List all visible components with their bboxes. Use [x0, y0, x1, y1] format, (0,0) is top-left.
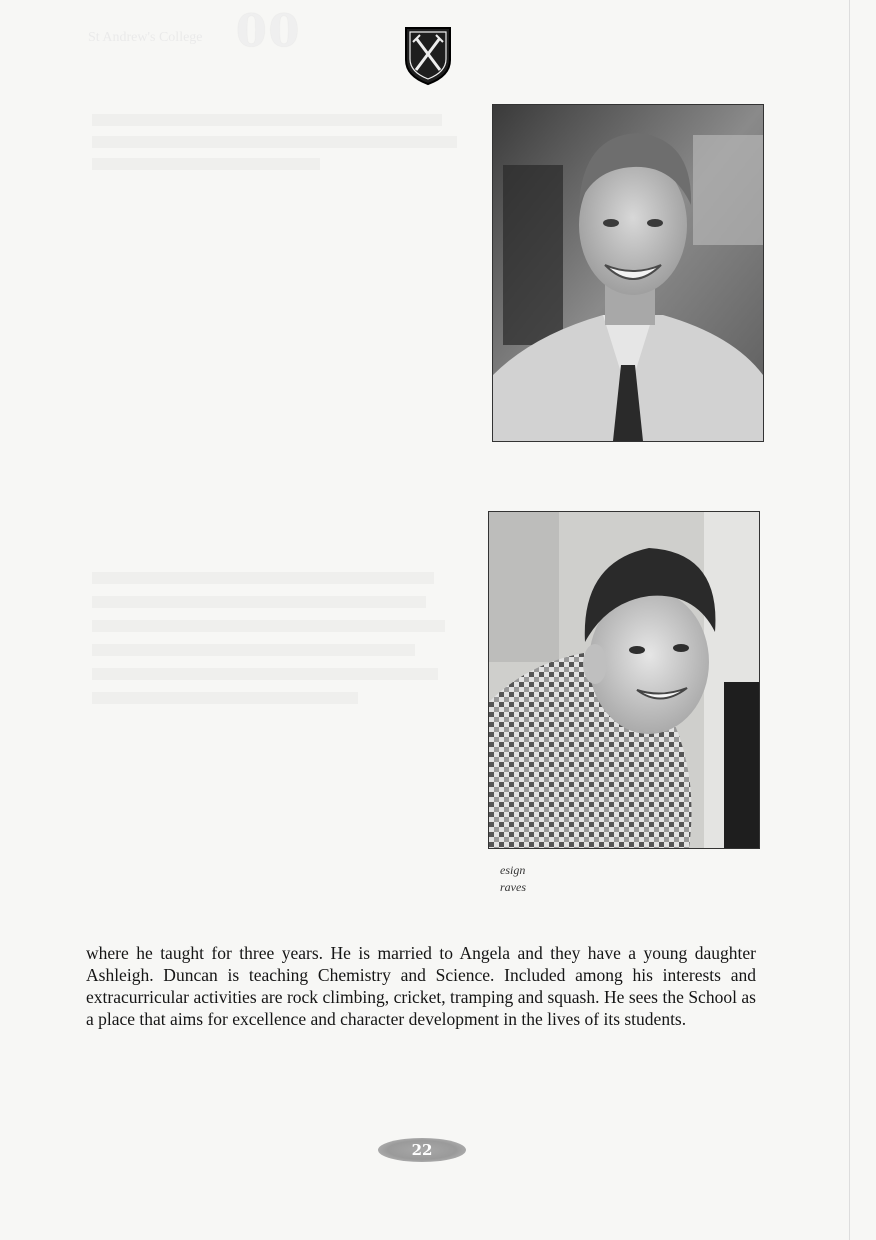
photo-caption [500, 862, 526, 896]
faded-background-text [92, 104, 472, 180]
portrait-photo-top [492, 104, 764, 442]
page-edge-divider [849, 0, 850, 1240]
portrait-photo-bottom [488, 511, 760, 849]
faded-header-text: St Andrew's College [88, 30, 203, 45]
caption-line-2: raves [500, 880, 526, 894]
header-year: 00 [236, 6, 302, 57]
school-crest-icon [404, 26, 452, 86]
faded-background-text-lower [92, 560, 472, 716]
page-number-badge: 22 [378, 1138, 466, 1162]
caption-line-1: esign [500, 863, 526, 877]
body-paragraph: where he taught for three years. He is married to Angela and they have a young daughter Ashleigh. Duncan is teaching Chemistry and Science. Included among his interests and extracurricular activities are rock climbing, cricket, tramping and squash. He sees the School as a place that aims for excellence and character development in the lives of its students. [86, 942, 756, 1029]
